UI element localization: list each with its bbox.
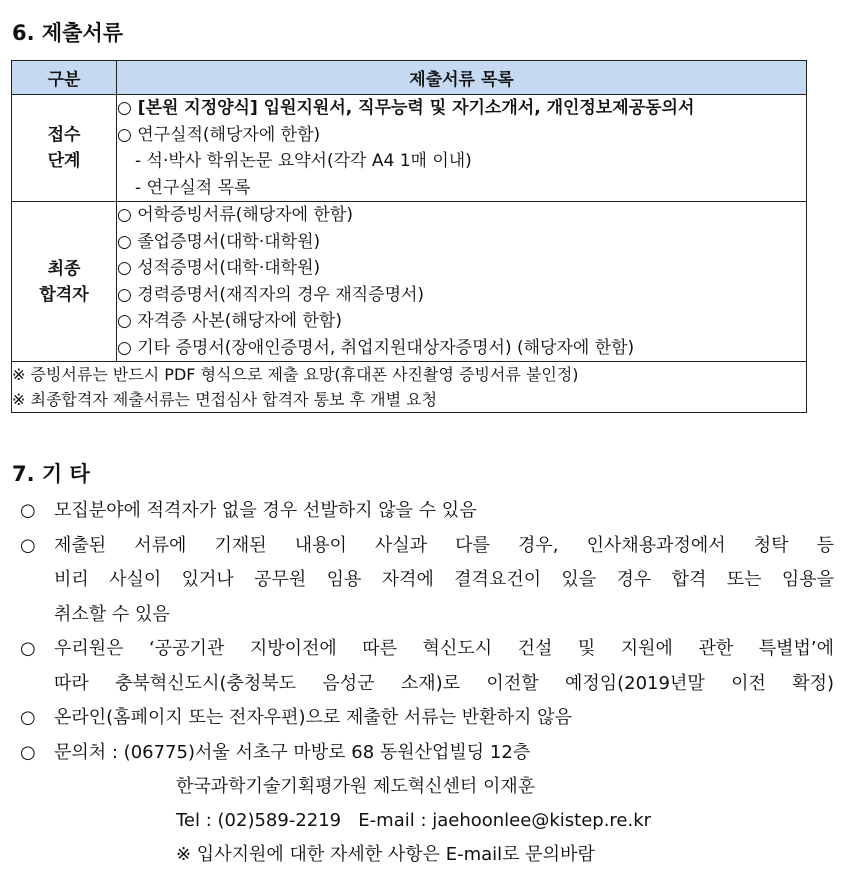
- table-row-notes: [12, 362, 807, 413]
- note-item: ※ 증빙서류는 반드시 PDF 형식으로 제출 요망(휴대폰 사진촬영 증빙서류 불인정): [12, 365, 579, 384]
- list-subitem: - 연구실적 목록: [135, 177, 251, 198]
- list-item: ○ 경력증명서(재직자의 경우 재직증명서): [117, 284, 425, 305]
- list-stage1: [117, 95, 807, 202]
- item-text: 온라인(홈페이지 또는 전자우편)으로 제출한 서류는 반환하지 않음: [54, 707, 572, 728]
- category-stage1-line1: 접수: [47, 125, 81, 145]
- documents-table: [11, 60, 807, 413]
- table-header-row: [12, 61, 807, 95]
- list-item: [20, 494, 834, 529]
- item-text-line: 취소할 수 있음: [54, 603, 170, 625]
- other-items: [20, 494, 834, 872]
- list-subitem: - 석·박사 학위논문 요약서(각각 A4 1매 이내): [135, 151, 472, 171]
- section-7-title: 7. 기 타: [12, 462, 90, 486]
- notes-cell: [12, 362, 807, 413]
- table-row-stage2: [12, 202, 807, 362]
- category-stage2-line2: 합격자: [39, 284, 89, 305]
- circle-bullet-icon: ○: [20, 741, 36, 763]
- item-text-line: 비리 사실이 있거나 공무원 임용 자격에 결격요건이 있을 경우 합격 또는 임용을: [54, 569, 834, 590]
- list-item: ○ 어학증빙서류(해당자에 한함): [117, 205, 353, 225]
- header-category: 구분: [12, 61, 117, 95]
- header-list: 제출서류 목록: [117, 61, 807, 95]
- item-text: 모집분야에 적격자가 없을 경우 선발하지 않을 수 있음: [54, 500, 477, 521]
- list-item: ○ [본원 지정양식] 입원지원서, 직무능력 및 자기소개서, 개인정보제공동의서: [117, 98, 695, 118]
- contact-address: 문의처 : (06775)서울 서초구 마방로 68 동원산업빌딩 12층: [54, 741, 531, 763]
- circle-bullet-icon: ○: [20, 707, 36, 728]
- list-item-contact: [20, 736, 834, 873]
- contact-phone-email: Tel : (02)589-2219 E-mail : jaehoonlee@kistep.re.kr: [176, 810, 652, 831]
- list-item: ○ 자격증 사본(해당자에 한함): [117, 311, 342, 331]
- list-item: ○ 졸업증명서(대학·대학원): [117, 231, 321, 252]
- list-item: [20, 632, 834, 701]
- circle-bullet-icon: ○: [20, 500, 36, 521]
- category-stage2: [12, 202, 117, 362]
- table-row-stage1: [12, 95, 807, 202]
- item-text-line: 우리원은 ‘공공기관 지방이전에 따른 혁신도시 건설 및 지원에 관한 특별법’에: [54, 638, 834, 659]
- contact-note: ※ 입사지원에 대한 자세한 사항은 E-mail로 문의바람: [176, 844, 595, 865]
- circle-bullet-icon: ○: [20, 638, 36, 659]
- list-item: [20, 701, 834, 736]
- contact-organization: 한국과학기술기획평가원 제도혁신센터 이재훈: [176, 776, 536, 797]
- item-text-line: 따라 충북혁신도시(충청북도 음성군 소재)로 이전할 예정임(2019년말 이전 확정): [54, 672, 834, 694]
- list-item: ○ 성적증명서(대학·대학원): [117, 258, 321, 278]
- list-item: ○ 연구실적(해당자에 한함): [117, 124, 321, 145]
- category-stage1-line2: 단계: [47, 151, 81, 171]
- section-6-title: 6. 제출서류: [12, 21, 124, 45]
- list-item: [20, 529, 834, 633]
- item-text-line: 제출된 서류에 기재된 내용이 사실과 다를 경우, 인사채용과정에서 청탁 등: [54, 534, 834, 556]
- list-stage2: [117, 202, 807, 362]
- category-stage1: [12, 95, 117, 202]
- note-item: ※ 최종합격자 제출서류는 면접심사 합격자 통보 후 개별 요청: [12, 390, 438, 409]
- category-stage2-line1: 최종: [47, 258, 81, 279]
- circle-bullet-icon: ○: [20, 534, 36, 556]
- list-item: ○ 기타 증명서(장애인증명서, 취업지원대상자증명서) (해당자에 한함): [117, 337, 635, 358]
